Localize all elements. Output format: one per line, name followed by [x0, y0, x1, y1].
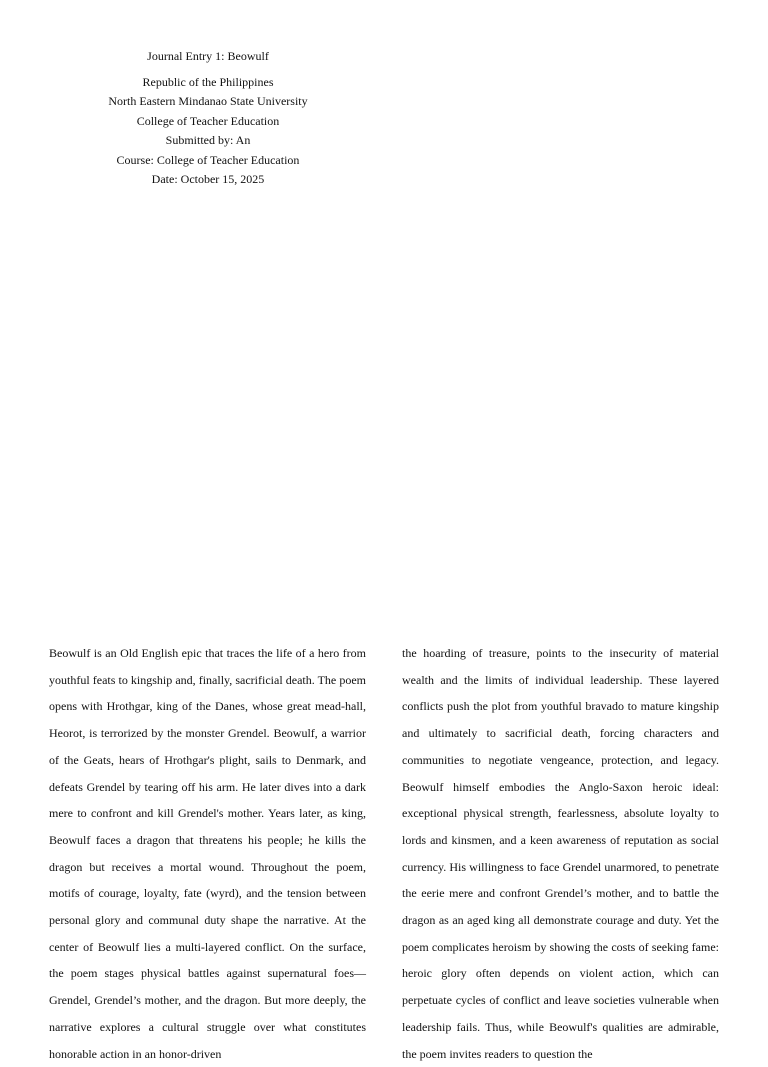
header-line-submitted-by: Submitted by: An [165, 133, 251, 148]
body-paragraph-left: Beowulf is an Old English epic that traces the life of a hero from youthful feats to kingship and, finally, sacrificial death. The poem opens with Hrothgar, king of the Danes, whose great mead-hall, Heorot, is terrorized by the monster Grendel. Beowulf, a warrior of the Geats, hears of Hrothgar's plight, sails to Denmark, and defeats Grendel by tearing off his arm. He later dives into a dark mere to confront and kill Grendel's mother. Years later, as king, Beowulf faces a dragon that threatens his people; he kills the dragon but receives a mortal wound. Throughout the poem, motifs of courage, loyalty, fate (wyrd), and the tension between personal glory and communal duty shape the narrative. At the center of Beowulf lies a multi-layered conflict. On the surface, the poem stages physical battles against supernatural foes—Grendel, Grendel’s mother, and the dragon. But more deeply, the narrative explores a cultural struggle over what constitutes honorable action in an honor-driven [49, 646, 366, 1061]
header-line-date: Date: October 15, 2025 [151, 172, 265, 187]
body-paragraph-right: the hoarding of treasure, points to the insecurity of material wealth and the limits of individual leadership. These layered conflicts push the plot from youthful bravado to mature kingship and ultimately to sacrificial death, forcing characters and communities to negotiate vengeance, protection, and legacy. Beowulf himself embodies the Anglo-Saxon heroic ideal: exceptional physical strength, fearlessness, absolute loyalty to lords and kinsmen, and a keen awareness of reputation as social currency. His willingness to face Grendel unarmored, to penetrate the eerie mere and confront Grendel’s mother, and to battle the dragon as an aged king all demonstrate courage and duty. Yet the poem complicates heroism by showing the costs of seeking fame: heroic glory often depends on violent action, which can perpetuate cycles of conflict and leave societies vulnerable when leadership fails. Thus, while Beowulf's qualities are admirable, the poem invites readers to question the [402, 646, 719, 1061]
body-column-right [402, 640, 719, 1067]
header-line-university: North Eastern Mindanao State University [108, 94, 308, 109]
document-header [58, 47, 358, 189]
header-line-course: Course: College of Teacher Education [116, 152, 300, 167]
body-column-left [49, 640, 366, 1067]
header-line-college: College of Teacher Education [136, 113, 280, 128]
header-line-republic: Republic of the Philippines [142, 75, 274, 89]
journal-title: Journal Entry 1: Beowulf [147, 49, 269, 63]
